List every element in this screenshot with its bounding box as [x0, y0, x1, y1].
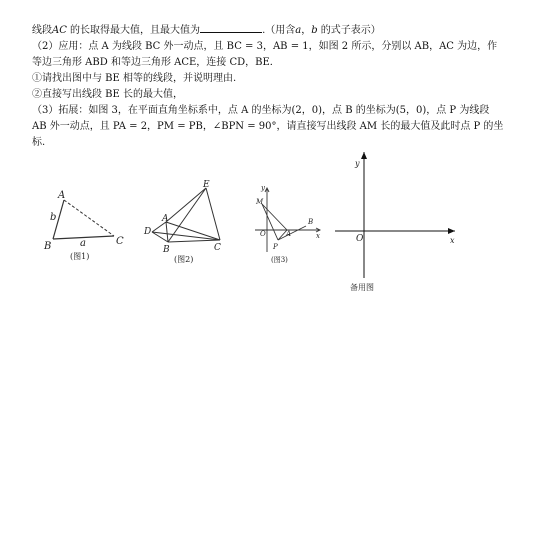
- figure-4-labels: [350, 159, 455, 292]
- fig3-label-M: M: [256, 198, 264, 206]
- figure-4-axes: [335, 152, 455, 278]
- text-line-4: ①请找出图中与 BE 相等的线段，并说明理由.: [32, 73, 237, 84]
- fig2-label-B: B: [163, 245, 170, 255]
- fig4-caption: 备用图: [350, 283, 374, 292]
- fig3-label-O: O: [260, 230, 266, 238]
- fig3-label-P: P: [273, 243, 278, 251]
- text-line-2: （2）应用：点 A 为线段 BC 外一动点，且 BC = 3，AB = 1，如图 2 所示，分别以 AB，AC 为边，作: [32, 41, 498, 52]
- fig2-label-A: A: [162, 214, 169, 224]
- fig2-label-C: C: [214, 243, 221, 253]
- text-line-5: ②直接写出线段 BE 长的最大值，: [32, 89, 184, 100]
- fig3-label-B: B: [308, 218, 314, 226]
- text-line-1: 线段AC 的长取得最大值，且最大值为 .（用含a，b 的式子表示）: [32, 22, 532, 39]
- fig1-label-C: C: [116, 236, 124, 247]
- fig4-label-O: O: [356, 234, 364, 244]
- figure-1: [43, 190, 124, 261]
- fig1-label-B: B: [44, 241, 52, 252]
- fig1-label-A: A: [58, 190, 66, 201]
- fig1-label-b: b: [50, 212, 57, 223]
- fig2-label-E: E: [203, 180, 210, 190]
- fig1-label-a: a: [80, 238, 86, 249]
- fig3-label-A: A: [286, 230, 292, 238]
- figure-3-labels: [255, 184, 320, 264]
- text-line-3: 等边三角形 ABD 和等边三角形 ACE，连接 CD，BE．: [32, 57, 280, 68]
- fig3-label-x: x: [316, 232, 320, 240]
- figure-4-arrows: [361, 152, 455, 234]
- fig1-caption: (图1): [70, 252, 90, 261]
- fig2-caption: (图2): [174, 255, 194, 264]
- fig4-label-x: x: [450, 236, 455, 245]
- fig3-caption: (图3): [271, 256, 288, 264]
- fig3-label-y: y: [261, 184, 265, 192]
- text-line-6: （3）拓展：如图 3，在平面直角坐标系中，点 A 的坐标为(2，0)，点 B 的坐标为(5，0)，点 P 为线段: [32, 105, 490, 116]
- text-line-8: 标.: [32, 137, 46, 148]
- fig2-label-D: D: [144, 227, 152, 237]
- fig4-label-y: y: [355, 159, 360, 168]
- text-line-7: AB 外一动点，且 PA = 2，PM = PB，∠BPN = 90°，请直接写出线段 AM 长的最大值及此时点 P 的坐: [32, 121, 504, 132]
